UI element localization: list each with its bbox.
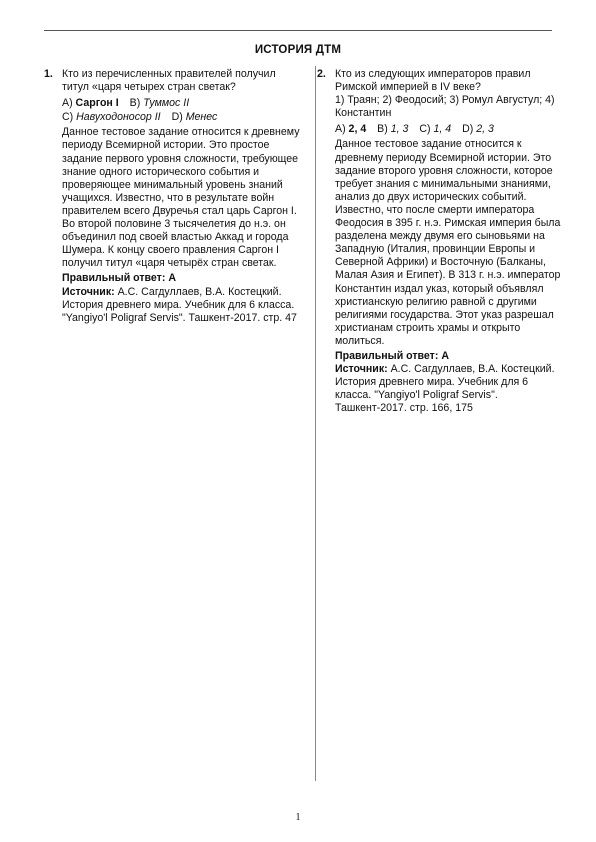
question-number: 2.: [317, 68, 326, 80]
source: Источник: А.С. Сагдуллаев, В.А. Костецкий. История древнего мира. Учебник для 6 класса. "Yangiyo'l Poligraf Servis". Ташкент-2017. стр. 47: [62, 285, 297, 324]
source: Источник: А.С. Сагдуллаев, В.А. Костецкий. История древнего мира. Учебник для 6 класса. "Yangiyo'l Poligraf Servis". Ташкент-2017. стр. 166, 175: [335, 363, 555, 415]
option-a: A) Саргон I: [62, 97, 119, 110]
page-number: 1: [295, 812, 301, 823]
correct-answer: Правильный ответ: A: [62, 272, 176, 285]
question-2: [317, 68, 561, 415]
column-divider: [315, 66, 316, 781]
answer-options: [335, 123, 561, 136]
option-b: B) Туммос II: [129, 97, 190, 110]
option-a: A) 2, 4: [335, 123, 367, 136]
option-d: D) Менес: [171, 111, 218, 124]
explanation-text: Данное тестовое задание относится к древнему периоду Всемирной истории. Это простое задание первого уровня сложности, требующее знание одного исторического события и проверяющее минимальный уровень знаний учащихся. Известно, что в результате войн правителем всего Двуречья стал царь Саргон I. Во второй половине 3 тысячелетия до н.э. он объединил под своей властью Аккад и города Шумера. К концу своего правления Саргон I получил титул «царя четырёх стран светак.: [62, 126, 300, 270]
option-c: C) Навуходоносор II: [62, 111, 161, 124]
question-text: Кто из следующих императоров правил Римской империей в IV веке?: [335, 68, 531, 94]
option-d: D) 2, 3: [462, 123, 494, 136]
question-1: [44, 68, 300, 325]
page-title: ИСТОРИЯ ДТМ: [254, 44, 342, 56]
header-rule: [44, 30, 552, 31]
option-b: B) 1, 3: [377, 123, 409, 136]
option-c: C) 1, 4: [419, 123, 452, 136]
correct-answer: Правильный ответ: A: [335, 349, 449, 362]
explanation-text: Данное тестовое задание относится к древнему периоду Всемирной истории. Это задание второго уровня сложности, которое требует знания с минимальными знаниями, анализ до двух исторических событий. Известно, что после смерти императора Феодосия в 395 г. н.э. Римская империя была разделена между двумя его сыновьями на Западную (Италия, провинции Европы и Северной Африки) и Восточную (Балканы, Малая Азия и Египет). В 313 г. н.э. император Константин издал указ, который объявлял христианскую религию равной с другими религиями государства. Этот указ разрешал христианам строить храмы и открыто молиться.: [335, 138, 561, 347]
answer-options: [62, 97, 300, 124]
question-number: 1.: [44, 68, 53, 80]
choice-list: 1) Траян; 2) Феодосий; 3) Ромул Августул; 4) Константин: [335, 94, 555, 120]
question-text: Кто из перечисленных правителей получил титул «царя четырех стран светак?: [62, 68, 276, 94]
